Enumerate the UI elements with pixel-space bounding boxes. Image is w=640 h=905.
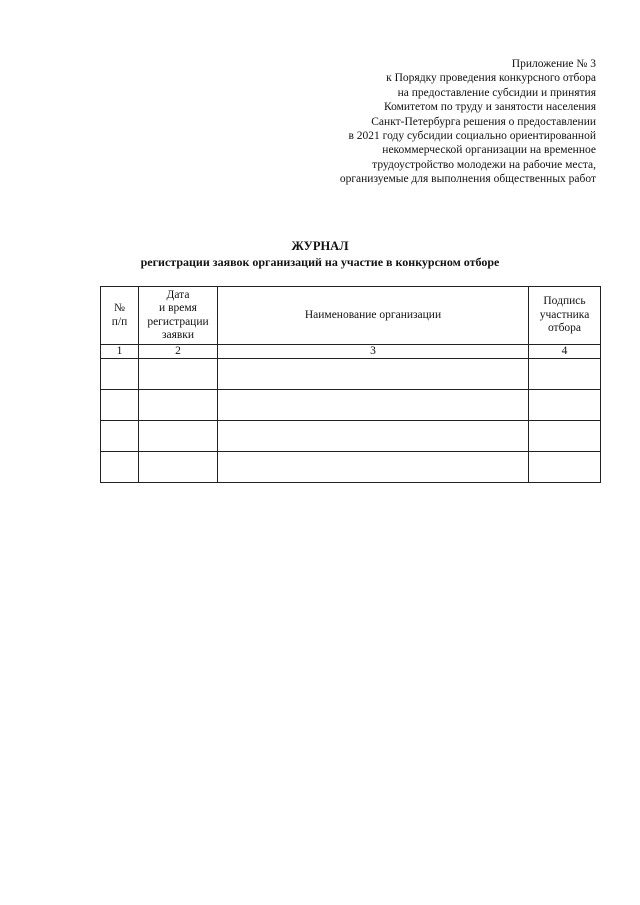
header-organization <box>218 287 529 345</box>
table-cell <box>139 359 218 390</box>
appendix-line: трудоустройство молодежи на рабочие места, <box>372 158 596 171</box>
table-cell <box>139 390 218 421</box>
header-text: отбора <box>547 322 582 335</box>
registration-journal-table <box>100 286 601 483</box>
table-cell <box>101 390 139 421</box>
document-title <box>0 238 640 270</box>
header-text: заявки <box>161 329 195 341</box>
title-subtitle: регистрации заявок организаций на участие в конкурсном отборе <box>140 255 500 269</box>
header-text: Наименование организации <box>304 308 442 321</box>
appendix-line: на предоставление субсидии и принятия <box>397 86 596 99</box>
header-text: регистрации <box>147 315 209 328</box>
header-text: Подпись <box>543 295 586 308</box>
header-datetime <box>139 287 218 345</box>
column-number: 3 <box>218 345 529 359</box>
appendix-line: к Порядку проведения конкурсного отбора <box>386 72 596 85</box>
appendix-line: в 2021 году субсидии социально ориентированной <box>348 130 596 143</box>
header-text: п/п <box>111 315 128 328</box>
appendix-line: некоммерческой организации на временное <box>382 144 596 157</box>
table-cell <box>218 452 529 483</box>
title-main: ЖУРНАЛ <box>291 239 349 253</box>
appendix-line: Приложение № 3 <box>511 58 596 70</box>
table-cell <box>218 359 529 390</box>
table-row <box>101 452 601 483</box>
column-number: 2 <box>139 345 218 359</box>
column-number-row <box>101 345 601 359</box>
appendix-line: организуемые для выполнения общественных работ <box>339 173 596 186</box>
header-text: и время <box>159 302 197 314</box>
header-text: Дата <box>166 288 190 301</box>
table-cell <box>529 421 601 452</box>
header-number <box>101 287 139 345</box>
appendix-line: Санкт-Петербурга решения о предоставлении <box>371 115 596 128</box>
table-row <box>101 421 601 452</box>
table-cell <box>101 359 139 390</box>
header-text: участника <box>539 308 590 321</box>
column-number: 1 <box>101 345 139 359</box>
header-signature <box>529 287 601 345</box>
table-cell <box>529 390 601 421</box>
table-row <box>101 390 601 421</box>
table-cell <box>529 359 601 390</box>
appendix-header <box>256 57 596 187</box>
table-cell <box>218 390 529 421</box>
table-row <box>101 359 601 390</box>
table-cell <box>139 421 218 452</box>
table-cell <box>101 421 139 452</box>
table-cell <box>218 421 529 452</box>
table-cell <box>139 452 218 483</box>
header-text: № <box>114 302 125 314</box>
table-cell <box>101 452 139 483</box>
column-number: 4 <box>529 345 601 359</box>
appendix-line: Комитетом по труду и занятости населения <box>383 101 596 114</box>
table-header-row <box>101 287 601 345</box>
table-cell <box>529 452 601 483</box>
